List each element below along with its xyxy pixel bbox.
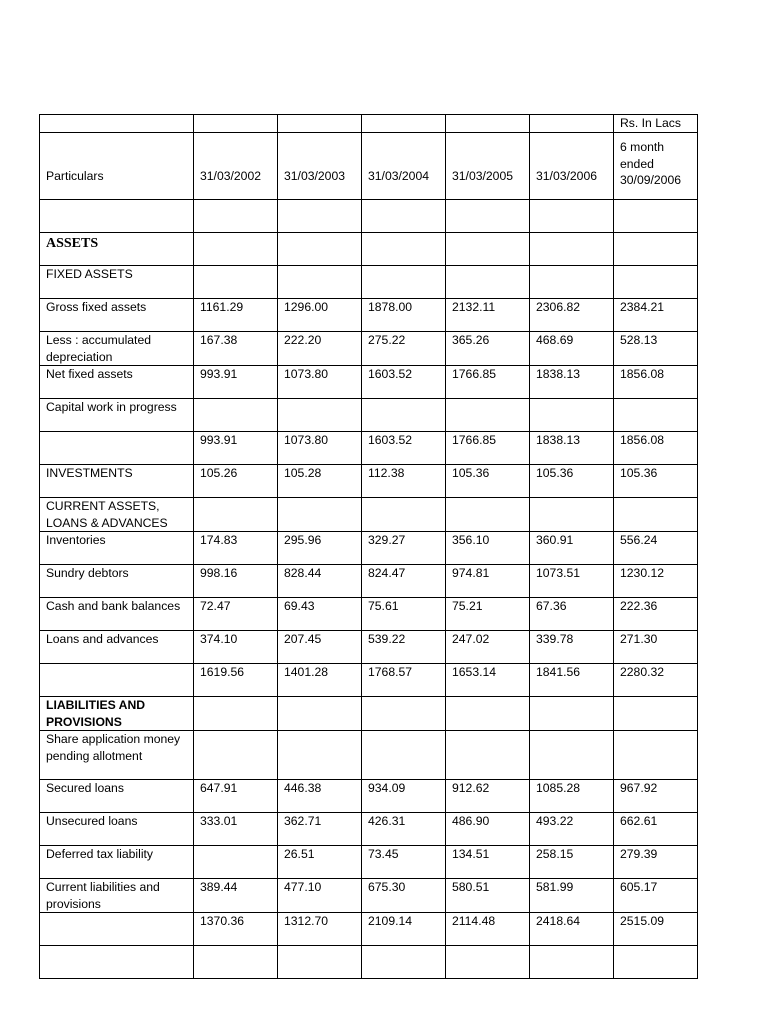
value-cell: 1161.29 <box>194 299 278 332</box>
value-cell: 2418.64 <box>530 913 614 946</box>
value-cell: 824.47 <box>362 565 446 598</box>
row-label <box>40 200 194 233</box>
value-cell: 75.21 <box>446 598 530 631</box>
table-row <box>40 332 698 366</box>
value-cell <box>278 200 362 233</box>
table-row <box>40 913 698 946</box>
value-cell: 486.90 <box>446 813 530 846</box>
value-cell: 1401.28 <box>278 664 362 697</box>
value-cell: 105.26 <box>194 465 278 498</box>
value-cell: 2109.14 <box>362 913 446 946</box>
row-label: FIXED ASSETS <box>40 266 194 299</box>
balance-sheet-table <box>39 114 698 979</box>
value-cell: 1073.80 <box>278 366 362 399</box>
row-label: Less : accumulated depreciation <box>40 332 194 366</box>
row-label <box>40 664 194 697</box>
value-cell: 374.10 <box>194 631 278 664</box>
value-cell <box>614 399 698 432</box>
value-cell: 247.02 <box>446 631 530 664</box>
value-cell: 105.28 <box>278 465 362 498</box>
value-cell: 339.78 <box>530 631 614 664</box>
row-label: Loans and advances <box>40 631 194 664</box>
value-cell: 934.09 <box>362 780 446 813</box>
value-cell: 528.13 <box>614 332 698 366</box>
value-cell: 174.83 <box>194 532 278 565</box>
value-cell: 222.20 <box>278 332 362 366</box>
value-cell: 2384.21 <box>614 299 698 332</box>
row-label: ASSETS <box>40 233 194 266</box>
value-cell: 556.24 <box>614 532 698 565</box>
value-cell: 477.10 <box>278 879 362 913</box>
value-cell <box>194 233 278 266</box>
value-cell <box>446 233 530 266</box>
value-cell: 69.43 <box>278 598 362 631</box>
value-cell: 828.44 <box>278 565 362 598</box>
value-cell <box>614 233 698 266</box>
row-label: CURRENT ASSETS, LOANS & ADVANCES <box>40 498 194 532</box>
row-label: LIABILITIES AND PROVISIONS <box>40 697 194 731</box>
value-cell: 295.96 <box>278 532 362 565</box>
value-cell: 1603.52 <box>362 366 446 399</box>
table-cell <box>40 115 194 133</box>
value-cell <box>362 498 446 532</box>
value-cell <box>278 233 362 266</box>
row-label: Inventories <box>40 532 194 565</box>
table-row <box>40 780 698 813</box>
value-cell <box>362 731 446 780</box>
row-label: Capital work in progress <box>40 399 194 432</box>
value-cell <box>194 946 278 979</box>
value-cell <box>362 200 446 233</box>
row-label: Share application money pending allotment <box>40 731 194 780</box>
table-cell <box>530 115 614 133</box>
value-cell: 1603.52 <box>362 432 446 465</box>
value-cell: 365.26 <box>446 332 530 366</box>
row-label: Unsecured loans <box>40 813 194 846</box>
value-cell <box>614 200 698 233</box>
table-row <box>40 200 698 233</box>
table-row <box>40 266 698 299</box>
table-cell <box>362 115 446 133</box>
header-row <box>40 133 698 200</box>
table-row <box>40 813 698 846</box>
value-cell <box>278 697 362 731</box>
value-cell <box>614 697 698 731</box>
period-header: 31/03/2004 <box>362 133 446 200</box>
table-row <box>40 631 698 664</box>
value-cell: 2280.32 <box>614 664 698 697</box>
value-cell: 426.31 <box>362 813 446 846</box>
table-row <box>40 879 698 913</box>
value-cell: 580.51 <box>446 879 530 913</box>
value-cell <box>446 731 530 780</box>
value-cell: 1838.13 <box>530 432 614 465</box>
value-cell <box>530 266 614 299</box>
value-cell <box>194 731 278 780</box>
value-cell: 105.36 <box>530 465 614 498</box>
value-cell: 275.22 <box>362 332 446 366</box>
value-cell: 1073.51 <box>530 565 614 598</box>
value-cell: 1856.08 <box>614 432 698 465</box>
row-label: Sundry debtors <box>40 565 194 598</box>
table-row <box>40 565 698 598</box>
table-row <box>40 465 698 498</box>
row-label: Net fixed assets <box>40 366 194 399</box>
value-cell: 2114.48 <box>446 913 530 946</box>
value-cell <box>446 697 530 731</box>
value-cell: 1856.08 <box>614 366 698 399</box>
table-cell <box>278 115 362 133</box>
value-cell: 1619.56 <box>194 664 278 697</box>
value-cell <box>362 266 446 299</box>
value-cell <box>446 399 530 432</box>
value-cell: 539.22 <box>362 631 446 664</box>
value-cell <box>446 266 530 299</box>
period-header: 6 month ended 30/09/2006 <box>614 133 698 200</box>
table-row <box>40 532 698 565</box>
table-row <box>40 299 698 332</box>
value-cell <box>614 498 698 532</box>
table-row <box>40 399 698 432</box>
value-cell: 1653.14 <box>446 664 530 697</box>
particulars-header: Particulars <box>40 133 194 200</box>
value-cell: 167.38 <box>194 332 278 366</box>
table-row <box>40 664 698 697</box>
value-cell: 356.10 <box>446 532 530 565</box>
row-label: Secured loans <box>40 780 194 813</box>
value-cell: 1878.00 <box>362 299 446 332</box>
table-row <box>40 498 698 532</box>
row-label: Current liabilities and provisions <box>40 879 194 913</box>
value-cell: 1838.13 <box>530 366 614 399</box>
value-cell <box>362 233 446 266</box>
value-cell <box>614 266 698 299</box>
value-cell: 1230.12 <box>614 565 698 598</box>
value-cell: 271.30 <box>614 631 698 664</box>
value-cell: 360.91 <box>530 532 614 565</box>
value-cell <box>278 266 362 299</box>
value-cell: 2132.11 <box>446 299 530 332</box>
value-cell: 67.36 <box>530 598 614 631</box>
value-cell: 73.45 <box>362 846 446 879</box>
row-label <box>40 913 194 946</box>
value-cell: 1073.80 <box>278 432 362 465</box>
table-row <box>40 233 698 266</box>
value-cell: 207.45 <box>278 631 362 664</box>
table-row <box>40 731 698 780</box>
value-cell: 2306.82 <box>530 299 614 332</box>
value-cell: 333.01 <box>194 813 278 846</box>
value-cell: 72.47 <box>194 598 278 631</box>
value-cell: 1370.36 <box>194 913 278 946</box>
value-cell <box>194 399 278 432</box>
value-cell <box>446 200 530 233</box>
value-cell: 112.38 <box>362 465 446 498</box>
value-cell <box>530 399 614 432</box>
value-cell <box>446 946 530 979</box>
value-cell <box>362 946 446 979</box>
value-cell <box>614 731 698 780</box>
value-cell: 446.38 <box>278 780 362 813</box>
period-header: 31/03/2006 <box>530 133 614 200</box>
value-cell: 389.44 <box>194 879 278 913</box>
period-header: 31/03/2002 <box>194 133 278 200</box>
value-cell <box>194 266 278 299</box>
value-cell: 998.16 <box>194 565 278 598</box>
value-cell <box>194 498 278 532</box>
value-cell: 493.22 <box>530 813 614 846</box>
value-cell <box>194 846 278 879</box>
value-cell: 675.30 <box>362 879 446 913</box>
value-cell: 105.36 <box>446 465 530 498</box>
value-cell <box>362 399 446 432</box>
value-cell: 662.61 <box>614 813 698 846</box>
value-cell: 26.51 <box>278 846 362 879</box>
unit-note: Rs. In Lacs <box>614 115 698 133</box>
table-row <box>40 115 698 133</box>
value-cell <box>194 200 278 233</box>
row-label <box>40 432 194 465</box>
table-cell <box>446 115 530 133</box>
row-label: Deferred tax liability <box>40 846 194 879</box>
value-cell: 647.91 <box>194 780 278 813</box>
value-cell <box>194 697 278 731</box>
table-row <box>40 366 698 399</box>
row-label: Gross fixed assets <box>40 299 194 332</box>
value-cell <box>362 697 446 731</box>
value-cell: 222.36 <box>614 598 698 631</box>
value-cell: 134.51 <box>446 846 530 879</box>
value-cell <box>446 498 530 532</box>
value-cell: 75.61 <box>362 598 446 631</box>
table-row <box>40 946 698 979</box>
value-cell: 912.62 <box>446 780 530 813</box>
value-cell <box>530 200 614 233</box>
value-cell <box>278 399 362 432</box>
table-row <box>40 846 698 879</box>
value-cell <box>530 697 614 731</box>
value-cell: 993.91 <box>194 366 278 399</box>
value-cell: 1312.70 <box>278 913 362 946</box>
value-cell: 993.91 <box>194 432 278 465</box>
row-label: INVESTMENTS <box>40 465 194 498</box>
value-cell: 1085.28 <box>530 780 614 813</box>
value-cell <box>278 946 362 979</box>
value-cell <box>278 498 362 532</box>
value-cell <box>278 731 362 780</box>
value-cell: 362.71 <box>278 813 362 846</box>
row-label <box>40 946 194 979</box>
value-cell: 468.69 <box>530 332 614 366</box>
period-header: 31/03/2003 <box>278 133 362 200</box>
value-cell: 1841.56 <box>530 664 614 697</box>
value-cell <box>530 498 614 532</box>
table-row <box>40 432 698 465</box>
value-cell <box>614 946 698 979</box>
value-cell: 967.92 <box>614 780 698 813</box>
value-cell: 1766.85 <box>446 366 530 399</box>
table-row <box>40 598 698 631</box>
value-cell <box>530 946 614 979</box>
value-cell: 581.99 <box>530 879 614 913</box>
value-cell: 105.36 <box>614 465 698 498</box>
period-header: 31/03/2005 <box>446 133 530 200</box>
value-cell: 605.17 <box>614 879 698 913</box>
value-cell: 1296.00 <box>278 299 362 332</box>
table-cell <box>194 115 278 133</box>
value-cell: 1766.85 <box>446 432 530 465</box>
value-cell: 974.81 <box>446 565 530 598</box>
value-cell: 329.27 <box>362 532 446 565</box>
value-cell: 1768.57 <box>362 664 446 697</box>
value-cell: 2515.09 <box>614 913 698 946</box>
row-label: Cash and bank balances <box>40 598 194 631</box>
value-cell <box>530 233 614 266</box>
value-cell: 258.15 <box>530 846 614 879</box>
value-cell <box>530 731 614 780</box>
value-cell: 279.39 <box>614 846 698 879</box>
table-row <box>40 697 698 731</box>
